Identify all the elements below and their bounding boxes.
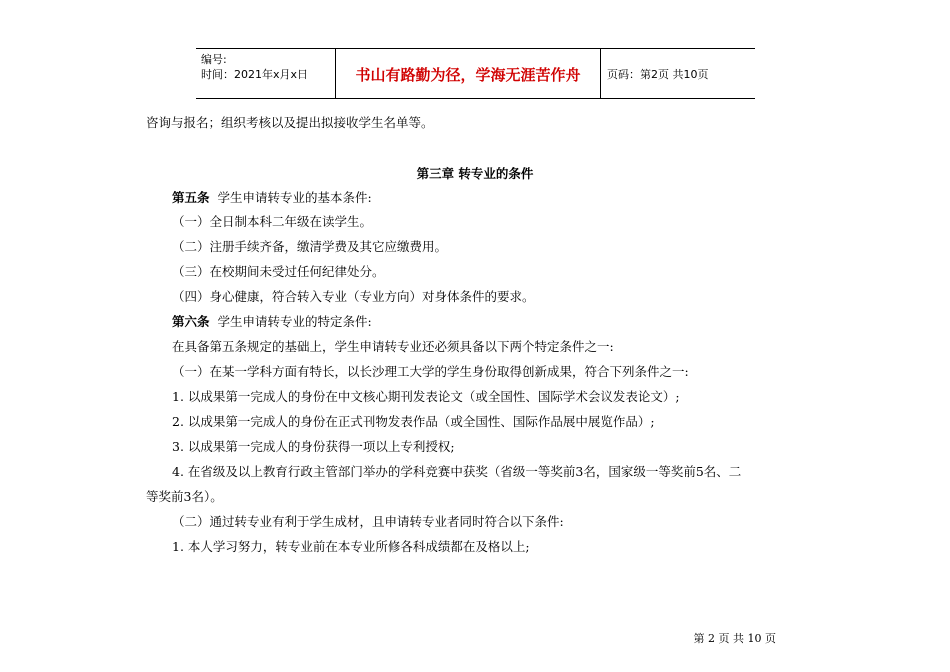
document-time-label: 时间：2021年x月x日: [201, 68, 309, 81]
intro-line: 咨询与报名；组织考核以及提出拟接收学生名单等。: [146, 115, 434, 130]
document-number-label: 编号:: [201, 53, 227, 66]
article6-condition-2: （二）通过转专业有利于学生成材，且申请转专业者同时符合以下条件:: [172, 514, 564, 529]
article6-condition-1: （一）在某一学科方面有特长，以长沙理工大学的学生身份取得创新成果，符合下列条件之一:: [172, 364, 689, 379]
list-item: （三）在校期间未受过任何纪律处分。: [172, 264, 385, 279]
list-item: 3. 以成果第一完成人的身份获得一项以上专利授权;: [172, 439, 455, 454]
header-page-info: 页码：第2页 共10页: [607, 67, 709, 81]
article6-intro: 在具备第五条规定的基础上，学生申请转专业还必须具备以下两个特定条件之一:: [172, 339, 614, 354]
article6-line: [172, 314, 372, 330]
list-item-continuation: 等奖前3名）。: [146, 489, 223, 504]
list-item: 1. 本人学习努力，转专业前在本专业所修各科成绩都在及格以上;: [172, 539, 530, 554]
article5-text: 学生申请转专业的基本条件:: [217, 190, 372, 205]
article6-text: 学生申请转专业的特定条件:: [217, 314, 372, 329]
list-item: （一）全日制本科二年级在读学生。: [172, 214, 373, 229]
page-header: [196, 48, 755, 99]
list-item: 4. 在省级及以上教育行政主管部门举办的学科竞赛中获奖（省级一等奖前3名，国家级一等奖前5名、二: [172, 464, 742, 479]
list-item: （四）身心健康，符合转入专业（专业方向）对身体条件的要求。: [172, 289, 535, 304]
article5-heading: 第五条: [172, 190, 210, 205]
article5-line: [172, 190, 372, 206]
list-item: （二）注册手续齐备，缴清学费及其它应缴费用。: [172, 239, 448, 254]
header-meta: [196, 49, 336, 98]
article6-heading: 第六条: [172, 314, 210, 329]
chapter-title: 第三章 转专业的条件: [416, 166, 534, 181]
header-motto: 书山有路勤为径，学海无涯苦作舟: [336, 49, 601, 98]
list-item: 2. 以成果第一完成人的身份在正式刊物发表作品（或全国性、国际作品展中展览作品）;: [172, 414, 655, 429]
list-item: 1. 以成果第一完成人的身份在中文核心期刊发表论文（或全国性、国际学术会议发表论文）;: [172, 389, 680, 404]
page-footer: 第 2 页 共 10 页: [693, 632, 776, 645]
